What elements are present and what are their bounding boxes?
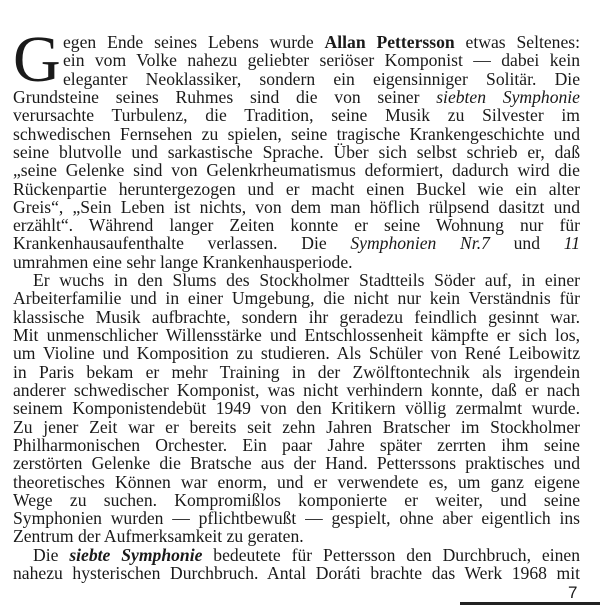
text-line (13, 381, 580, 399)
text-line (13, 106, 580, 124)
text-segment: seinem Komponistendebüt 1949 von den Kritikern völlig zermalmt wurde. (13, 398, 580, 419)
text-segment: und (489, 233, 564, 254)
text-line (13, 161, 580, 179)
text-segment: Er wuchs in den Slums des Stockholmer Stadtteils Söder auf, in einer (33, 270, 580, 291)
text-line (13, 234, 580, 252)
text-segment: egen Ende seines Lebens wurde (63, 32, 325, 52)
text-segment: um Violine und Komposition zu studieren. Als Schüler von René Leibowitz (13, 343, 580, 364)
text-line (13, 509, 580, 527)
text-line (13, 143, 580, 161)
text-line (13, 527, 580, 545)
text-segment: etwas Seltenes: (454, 32, 581, 52)
drop-cap: G (13, 23, 61, 96)
text-line (13, 436, 580, 454)
text-line (13, 564, 580, 582)
text-segment: umrahmen eine sehr lange Krankenhausperiode. (13, 251, 353, 272)
text-segment: klassische Musik aufbrachte, sondern ihr geradezu feindlich gesinnt war. (13, 306, 580, 327)
emphasized-text: Allan Pettersson (324, 32, 455, 52)
text-segment: verursachte Turbulenz, die Tradition, seine Musik zu Silvester im (13, 105, 580, 126)
text-line (13, 253, 580, 271)
text-line (13, 33, 580, 51)
text-segment: Mit unmenschlicher Willensstärke und Entschlossenheit kämpfte er sich los, (13, 325, 580, 345)
emphasized-text: siebte Symphonie (69, 544, 203, 565)
text-line (13, 454, 580, 472)
text-segment: „seine Gelenke sind von Gelenkrheumatismus deformiert, dadurch wird die (13, 160, 580, 181)
text-segment: Symphonien wurden — pflichtbewußt — gespielt, ohne aber eigentlich ins (13, 508, 580, 529)
text-segment: Wege zu suchen. Kompromißlos komponierte er weiter, und seine (13, 489, 580, 510)
text-segment: anderer schwedischer Komponist, was nicht verhindern konnte, daß er nach (13, 379, 580, 400)
text-segment: Zu jener Zeit war er bereits seit zehn Jahren Bratscher im Stockholmer (13, 416, 580, 437)
text-line (13, 326, 580, 344)
text-segment: Rückenpartie heruntergezogen und er macht einen Buckel wie ein alter (13, 178, 580, 199)
text-segment: seine blutvolle und sarkastische Sprache. Über sich selbst schrieb er, daß (13, 141, 580, 162)
text-segment: Zentrum der Aufmerksamkeit zu geraten. (13, 526, 304, 547)
text-segment: ein vom Volke nahezu geliebter seriöser Komponist — dabei kein (63, 50, 580, 71)
text-line (13, 418, 580, 436)
emphasized-text: Symphonien Nr.7 (350, 233, 490, 254)
text-segment: Greis“, „Sein Leben ist nichts, von dem man höflich rülpsend dasitzt und (13, 196, 580, 217)
text-segment: theoretisches Können war enorm, und er verwendete es, um ganz eigene (13, 471, 580, 492)
emphasized-text: siebten Symphonie (436, 86, 580, 107)
text-line (13, 88, 580, 106)
text-line (13, 51, 580, 69)
emphasized-text: 11 (563, 233, 580, 254)
page-number: 7 (568, 583, 578, 602)
text-line (13, 308, 580, 326)
text-segment: Die (33, 544, 70, 565)
text-line (13, 546, 580, 564)
text-segment: eleganter Neoklassiker, sondern ein eigensinniger Solitär. Die (63, 68, 580, 89)
body-text (13, 23, 581, 584)
text-segment: schwedischen Fernsehen zu spielen, seine tragische Krankengeschichte und (13, 123, 580, 144)
text-line (13, 198, 580, 216)
text-line (13, 399, 580, 417)
text-line (13, 473, 580, 491)
text-line (13, 216, 580, 234)
text-segment: zerstörten Gelenke die Bratsche aus der Hand. Petterssons praktisches und (13, 453, 580, 474)
text-segment: Grundsteine seines Ruhmes sind die von seiner (13, 86, 437, 107)
text-line (13, 491, 580, 509)
text-line (13, 180, 580, 198)
text-segment: Krankenhausaufenthalte verlassen. Die (13, 233, 351, 254)
text-segment: Arbeiterfamilie und in einer Umgebung, die nicht nur kein Verständnis für (13, 288, 580, 309)
text-segment: erzählt“. Während langer Zeiten konnte er seine Wohnung nur für (13, 215, 580, 236)
text-line (13, 125, 580, 143)
text-segment: nahezu hysterischen Durchbruch. Antal Doráti brachte das Werk 1968 mit (13, 563, 580, 584)
text-segment: Philharmonischen Orchester. Ein paar Jahre später zerrten ihm seine (13, 434, 580, 455)
text-line (13, 344, 580, 362)
text-line (13, 289, 580, 307)
text-segment: in Paris bekam er mehr Training in der Zwölftontechnik als irgendein (13, 361, 580, 382)
text-line (13, 271, 580, 289)
text-line (13, 363, 580, 381)
text-segment: bedeutete für Pettersson den Durchbruch, einen (202, 544, 581, 565)
text-line (13, 70, 580, 88)
